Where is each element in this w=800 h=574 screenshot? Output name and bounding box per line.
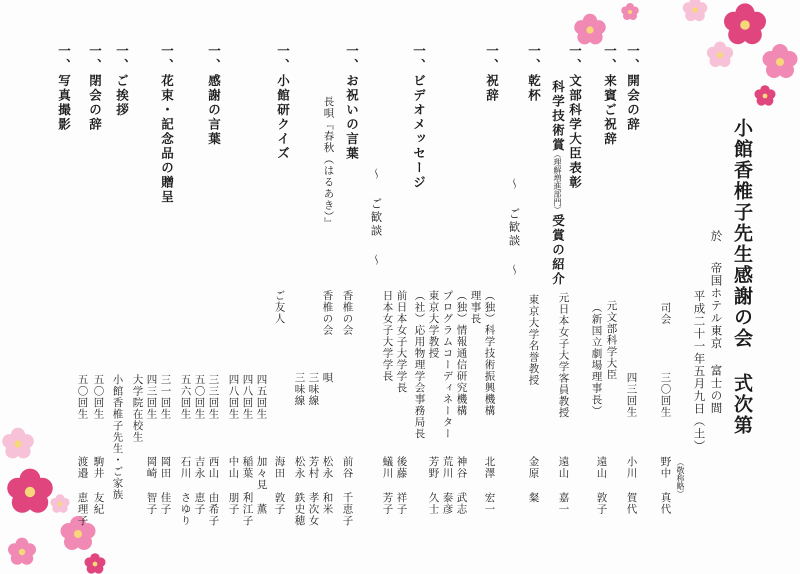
program-item-label: 閉会の辞 (87, 74, 103, 132)
speaker-name: 芳村 孝次女 (307, 456, 320, 527)
cherry-blossom-icon (85, 553, 106, 573)
speaker-name: 北澤 宏一 (483, 456, 496, 515)
speaker-affiliation: 日本女子大学学長 (381, 290, 394, 382)
cherry-blossom-icon (7, 469, 53, 513)
program-item-no: 一、 (484, 44, 500, 73)
program-item-label-2-small: （理解増進部門） (553, 150, 562, 214)
program-item-label: 小館研クイズ (275, 74, 291, 161)
speaker-affiliation: 五〇回生 (193, 374, 206, 420)
speaker-affiliation: 香椎の会 (341, 290, 354, 336)
speaker-name: 遠山 敦子 (595, 456, 608, 515)
program-item-label: 文部科学大臣表彰 (567, 74, 583, 190)
speaker-name: 加々見 薫 (255, 456, 268, 515)
mc-school: 三〇回生 (659, 372, 672, 418)
program-item-label: お祝いの言葉 (344, 74, 360, 161)
cherry-blossom-icon (683, 0, 708, 21)
program-item-label-2a: 科学技術賞 (550, 80, 566, 153)
speaker-name: 吉永 恵子 (193, 456, 206, 515)
speaker-affiliation: 五六回生 (179, 374, 192, 420)
speaker-name: 渡邉 恵理子 (76, 456, 89, 527)
speaker-name: 荒川 泰彦 (441, 456, 454, 515)
speaker-name: 駒井 友紀 (92, 456, 105, 515)
program-item-no: 一、 (344, 44, 360, 73)
speaker-name: 稲葉 利江子 (241, 456, 254, 527)
speaker-affiliation: 東京大学教授 (427, 290, 440, 359)
speaker-name: 前谷 千恵子 (341, 456, 354, 527)
speaker-affiliation: 香椎の会 (321, 290, 334, 336)
speaker-affiliation: 五〇回生 (92, 374, 105, 420)
program-item-no: 一、 (56, 44, 72, 73)
speaker-affiliation: 大学院在校生 (131, 374, 144, 443)
performer-role: 三味線 (293, 372, 306, 407)
program-item-no: 一、 (625, 44, 641, 73)
performer-role: 三味線 (307, 372, 320, 407)
speaker-affiliation: 理事長 (469, 290, 482, 325)
speaker-affiliation: 三三回生 (207, 374, 220, 420)
speaker-affiliation: 四三回生 (625, 372, 638, 418)
cherry-blossom-icon (755, 85, 776, 105)
speaker-name: 松永 鉄史穂 (293, 456, 306, 527)
cherry-blossom-icon (8, 538, 36, 565)
speaker-name: 金原 粲 (527, 456, 540, 504)
event-date: 平成二十一年五月九日（土） (692, 290, 707, 453)
mc-name: 野中 真代 (659, 456, 672, 515)
program-item-label: 祝辞 (484, 74, 500, 103)
program-item-no: 一、 (411, 44, 427, 73)
program-item-no: 一、 (567, 44, 583, 73)
program-item-label: 感謝の言葉 (206, 74, 222, 147)
program-item-no: 一、 (275, 44, 291, 73)
speaker-name: 後藤 祥子 (395, 456, 408, 515)
group-label: ご友人 (273, 290, 286, 325)
speaker-affiliation: 元文部科学大臣 (605, 300, 618, 381)
speaker-name: 石川 さゆり (179, 456, 192, 527)
honorific-note: （敬称略） (676, 458, 685, 498)
cherry-blossom-icon (50, 494, 69, 513)
nagauta-title: 長唄『春秋（はるあき）』 (322, 96, 335, 229)
cherry-blossom-icon (574, 14, 606, 45)
page-title: 小館香椎子先生感謝の会 式次第 (731, 118, 753, 436)
cherry-blossom-icon (763, 44, 798, 78)
speaker-name: 中山 朋子 (227, 456, 240, 515)
program-item-label: ビデオメッセージ (411, 74, 427, 190)
kandan-note: 〜 ご歓談 〜 (507, 178, 522, 278)
speaker-name: 海田 敦子 (273, 456, 286, 515)
program-item-label-2b: 受賞の紹介 (550, 214, 566, 287)
speaker-affiliation: （独）情報通信研究機構 (455, 290, 468, 417)
speaker-affiliation: 四三回生 (145, 374, 158, 420)
cherry-blossom-icon (707, 42, 733, 68)
speaker-affiliation: 東京大学名誉教授 (527, 294, 540, 386)
program-item-no: 一、 (159, 44, 175, 73)
speaker-affiliation: 小館香椎子先生・ご家族 (111, 374, 124, 501)
cherry-blossom-icon (2, 428, 34, 459)
program-item-label: 来賓ご祝辞 (602, 74, 618, 147)
speaker-affiliation: （独）科学技術振興機構 (483, 290, 496, 417)
program-item-label: 花束・記念品の贈呈 (159, 74, 175, 205)
program-item-label: 写真撮影 (56, 74, 72, 132)
venue: 帝国ホテル東京 富士の間 (709, 262, 724, 415)
cherry-blossom-icon (724, 3, 766, 44)
program-item-no: 一、 (87, 44, 103, 73)
speaker-name: 蟻川 芳子 (381, 456, 394, 515)
speaker-name: 小川 賀代 (625, 456, 638, 515)
program-item-no: 一、 (206, 44, 222, 73)
program-item-no: 一、 (602, 44, 618, 73)
program-item-no: 一、 (114, 44, 130, 73)
venue-prefix: 於 (709, 230, 724, 243)
speaker-name: 岡崎 智子 (145, 456, 158, 515)
cherry-blossom-icon (621, 3, 639, 20)
speaker-affiliation: 三一回生 (159, 374, 172, 420)
program-item-no: 一、 (526, 44, 542, 73)
speaker-name: 松永 和米 (321, 456, 334, 515)
speaker-name: 遠山 嘉一 (557, 456, 570, 515)
speaker-name: 芳野 久士 (427, 456, 440, 515)
speaker-affiliation-2: （新国立劇場理事長） (590, 302, 603, 417)
kandan-note: 〜 ご歓談 〜 (369, 168, 384, 268)
speaker-affiliation: 前日本女子大学学長 (395, 290, 408, 394)
program-item-label: 乾杯 (526, 74, 542, 103)
performer-role: 唄 (321, 372, 334, 384)
speaker-affiliation: 五〇回生 (76, 374, 89, 420)
speaker-name: 岡田 佳子 (159, 456, 172, 515)
program-item-label: 開会の辞 (625, 74, 641, 132)
mc-role: 司会 (659, 302, 672, 325)
speaker-affiliation: プログラムコーディネーター (441, 290, 454, 440)
speaker-name: 西山 由希子 (207, 456, 220, 527)
speaker-affiliation: （社）応用物理学会事務局長 (413, 290, 426, 440)
speaker-affiliation: 四八回生 (227, 374, 240, 420)
speaker-name: 神谷 武志 (455, 456, 468, 515)
program-item-label: ご挨拶 (114, 74, 130, 118)
speaker-affiliation: 元日本女子大学客員教授 (557, 292, 570, 419)
speaker-affiliation: 四五回生 (255, 374, 268, 420)
speaker-affiliation: 四八回生 (241, 374, 254, 420)
